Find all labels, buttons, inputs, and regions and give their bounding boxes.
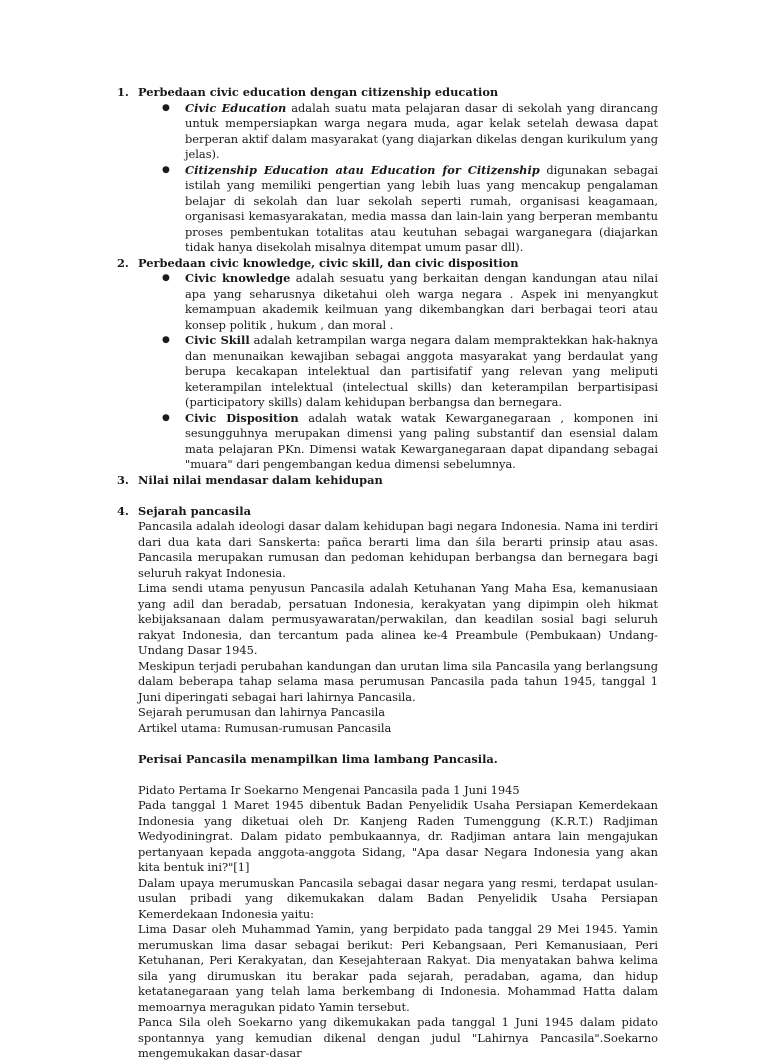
- spacer: [138, 736, 658, 752]
- list-item: [162, 410, 658, 473]
- definition: adalah watak watak Kewarganegaraan , komponen ini sesungguhnya merupakan dimensi yang paling substantif dan esensial dalam mata pelajaran PKn. Dimensi watak Kewarganegaraan dapat dipandang sebagai "muara" dari pengembangan kedua dimensi sebelumnya.: [185, 410, 658, 471]
- definition: adalah suatu mata pelajaran dasar di sekolah yang dirancang untuk mempersiapkan warga negara muda, agar kelak setelah dewasa dapat berperan aktif dalam masyarakat (yang diajarkan dikelas dengan kurikulum yang jelas).: [185, 100, 659, 161]
- paragraph: Lima sendi utama penyusun Pancasila adalah Ketuhanan Yang Maha Esa, kemanusiaan yang adil dan beradab, persatuan Indonesia, kerakyatan yang dipimpin oleh hikmat kebijaksanaan dalam permusyawaratan/perwakilan, dan keadilan sosial bagi seluruh rakyat Indonesia, dan tercantum pada alinea ke-4 Preambule (Pembukaan) Undang-Undang Dasar 1945.: [138, 581, 658, 657]
- paragraph: Dalam upaya merumuskan Pancasila sebagai dasar negara yang resmi, terdapat usulan-usulan pribadi yang dikemukakan dalam Badan Penyelidik Usaha Persiapan Kemerdekaan Indonesia yaitu:: [138, 875, 658, 921]
- spacer: [138, 767, 658, 783]
- section-number: 2.: [117, 255, 129, 270]
- term: Citizenship Education atau Education for Citizenship: [185, 162, 540, 177]
- term: Civic Disposition: [185, 410, 299, 425]
- definition: adalah ketrampilan warga negara dalam mempraktekkan hak-haknya dan menunaikan kewajiban sebagai anggota masyarakat yang berdaulat yang berupa kecakapan intelektual dan partisifatif yang relevan yang meliputi keterampilan intelektual (intelectual skills) dan keterampilan berpartisipasi (participatory skills) dalam kehidupan berbangsa dan bernegara.: [185, 333, 658, 409]
- list-item: [162, 333, 658, 411]
- term: Civic Education: [185, 100, 287, 115]
- paragraph: Panca Sila oleh Soekarno yang dikemukakan pada tanggal 1 Juni 1945 dalam pidato spontannya yang kemudian dikenal dengan judul "Lahirnya Pancasila".Soekarno mengemukakan dasar-dasar: [138, 1015, 658, 1060]
- bullet-icon: ●: [162, 164, 170, 175]
- paragraph: Artikel utama: Rumusan-rumusan Pancasila: [138, 720, 392, 735]
- bullet-icon: ●: [162, 102, 170, 113]
- bullet-icon: ●: [162, 273, 170, 283]
- section-number: 1.: [117, 85, 129, 99]
- list-item: [162, 271, 658, 333]
- section-number: 3.: [117, 472, 129, 487]
- section-1-list: [117, 101, 658, 256]
- term: Civic knowledge: [185, 271, 291, 285]
- subheading: Pidato Pertama Ir Soekarno Mengenai Pancasila pada 1 Juni 1945: [138, 782, 520, 797]
- definition: adalah sesuatu yang berkaitan dengan kandungan atau nilai apa yang seharusnya diketahui oleh warga negara . Aspek ini menyangkut kemampuan akademik keilmuan yang dikembangkan dari berbagai teori atau konsep politik , hukum , dan moral .: [185, 271, 658, 332]
- section-2-list: [117, 271, 658, 473]
- paragraph: Sejarah perumusan dan lahirnya Pancasila: [138, 705, 386, 719]
- spacer: [117, 488, 658, 504]
- list-item: [162, 162, 659, 256]
- bullet-icon: ●: [162, 335, 170, 345]
- definition: digunakan sebagai istilah yang memiliki pengertian yang lebih luas yang mencakup pengalaman belajar di sekolah dan luar sekolah seperti rumah, organisasi keagamaan, organisasi kemasyarakatan, media massa dan lain-lain yang berperan membantu proses pembentukan totalitas atau keutuhan sebagai warganegara (diajarkan tidak hanya disekolah misalnya ditempat umum pasar dll).: [185, 162, 659, 254]
- paragraph: Pada tanggal 1 Maret 1945 dibentuk Badan Penyelidik Usaha Persiapan Kemerdekaan Indonesia yang diketuai oleh Dr. Kanjeng Raden Tumenggung (K.R.T.) Radjiman Wedyodiningrat. Dalam pidato pembukaannya, dr. Radjiman antara lain mengajukan pertanyaan kepada anggota-anggota Sidang, "Apa dasar Negara Indonesia yang akan kita bentuk ini?"[1]: [138, 798, 658, 874]
- caption: Perisai Pancasila menampilkan lima lambang Pancasila.: [138, 751, 498, 766]
- bullet-icon: ●: [162, 412, 170, 423]
- section-title: Perbedaan civic knowledge, civic skill, dan civic disposition: [138, 255, 519, 270]
- paragraph: Meskipun terjadi perubahan kandungan dan urutan lima sila Pancasila yang berlangsung dalam beberapa tahap selama masa perumusan Pancasila pada tahun 1945, tanggal 1 Juni diperingati sebagai hari lahirnya Pancasila.: [138, 658, 658, 704]
- section-1-heading: [117, 85, 658, 101]
- sejarah-body: [117, 519, 658, 1062]
- section-title: Sejarah pancasila: [138, 503, 251, 518]
- section-3-heading: [117, 473, 658, 489]
- section-2-heading: [117, 256, 658, 272]
- paragraph: Pancasila adalah ideologi dasar dalam kehidupan bagi negara Indonesia. Nama ini terdiri dari dua kata dari Sanskerta: pañca berarti lima dan śila berarti prinsip atau asas. Pancasila merupakan rumusan dan pedoman kehidupan berbangsa dan bernegara bagi seluruh rakyat Indonesia.: [138, 519, 658, 580]
- section-title: Nilai nilai mendasar dalam kehidupan: [138, 472, 383, 487]
- paragraph: Lima Dasar oleh Muhammad Yamin, yang berpidato pada tanggal 29 Mei 1945. Yamin merumuskan lima dasar sebagai berikut: Peri Kebangsaan, Peri Kemanusiaan, Peri Ketuhanan, Peri Kerakyatan, dan Kesejahteraan Rakyat. Dia menyatakan bahwa kelima sila yang dirumuskan itu berakar pada sejarah, peradaban, agama, dan hidup ketatanegaraan yang telah lama berkembang di Indonesia. Mohammad Hatta dalam memoarnya meragukan pidato Yamin tersebut.: [138, 922, 658, 1014]
- section-title: Perbedaan civic education dengan citizenship education: [138, 85, 499, 99]
- section-4-heading: [117, 504, 658, 520]
- section-number: 4.: [117, 503, 129, 518]
- term: Civic Skill: [185, 333, 250, 347]
- list-item: [162, 100, 659, 163]
